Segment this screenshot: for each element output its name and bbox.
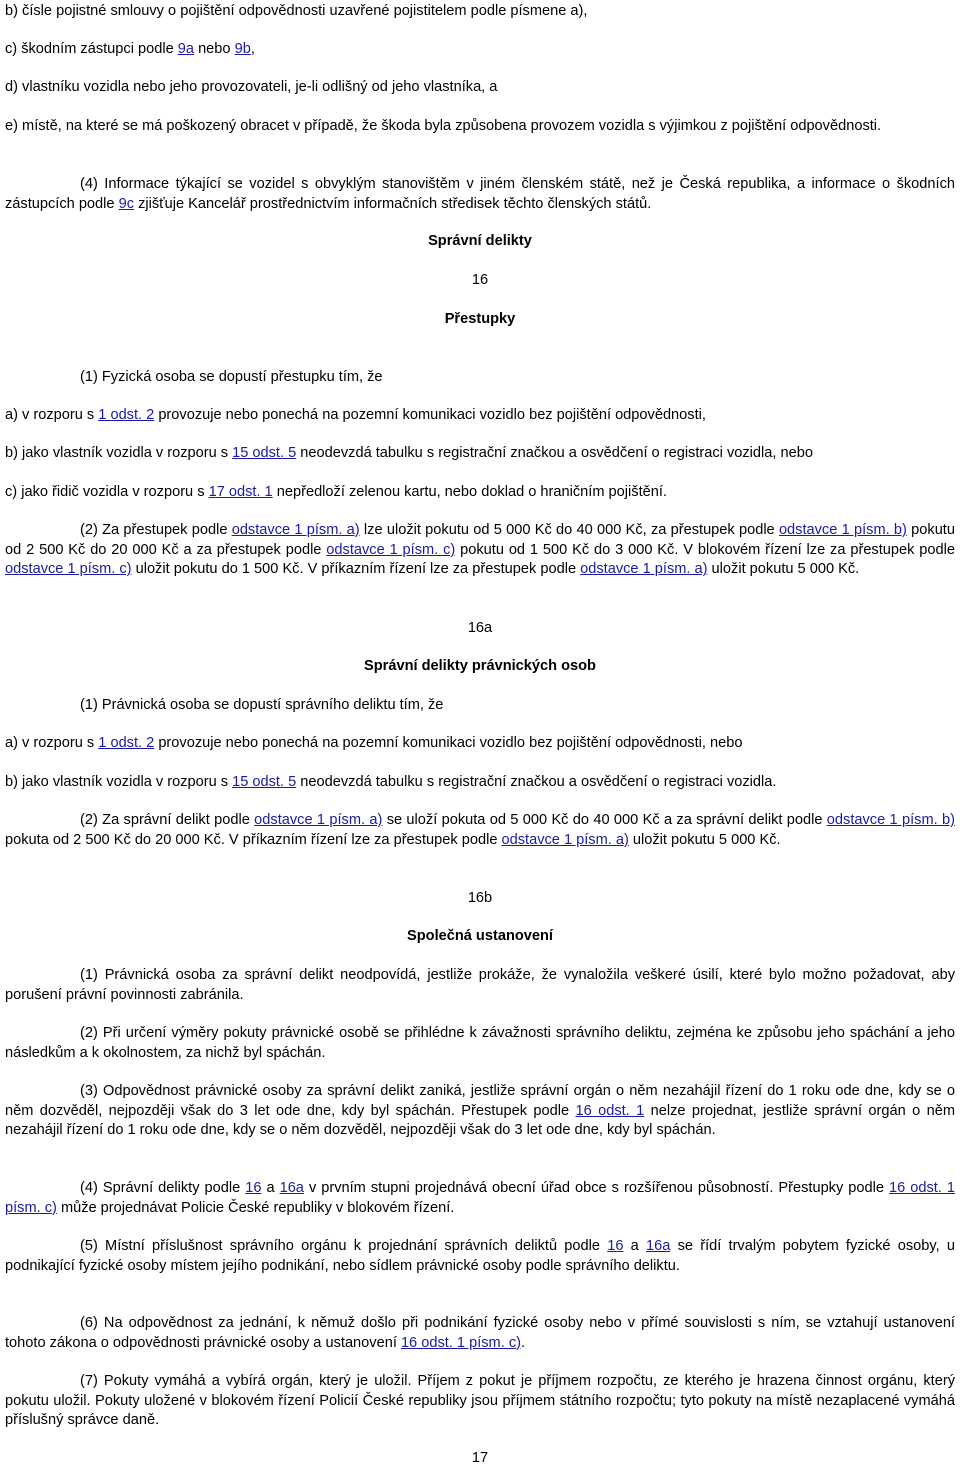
item-c: c) škodním zástupci podle 9a nebo 9b, bbox=[5, 41, 255, 57]
s16b-p7: (7) Pokuty vymáhá a vybírá orgán, který je uložil. Příjem z pokut je příjmem rozpočtu, ze kterého je hrazena činnost orgánu, který pokutu uložil. Pokuty uložené v blokovém řízení Policií České republiky jsou příjmem státního rozpočtu; tyto pokuty na místě nezaplacené vymáhá příslušný správce daně. bbox=[5, 1373, 955, 1429]
s16b-p5: (5) Místní příslušnost správního orgánu k projednání správních deliktů podle 16 a 16a se řídí trvalým pobytem fyzické osoby, u podnikající fyzické osoby místem jejího podnikání, nebo sídlem právnické osoby podle správního deliktu. bbox=[5, 1238, 955, 1274]
link-odst1-b[interactable]: odstavce 1 písm. b) bbox=[778, 522, 907, 538]
link-9b[interactable]: 9b bbox=[234, 41, 251, 57]
s16b-p2: (2) Při určení výměry pokuty právnické osobě se přihlédne k závažnosti správního deliktu, zejména ke způsobu jeho spáchání a jeho následkům a k okolnostem, za nichž byl spáchán. bbox=[5, 1025, 955, 1061]
heading-delikty-pravnickych-osob: Správní delikty právnických osob bbox=[364, 658, 596, 674]
s16a-item-a: a) v rozporu s 1 odst. 2 provozuje nebo ponechá na pozemní komunikaci vozidlo bez pojištění odpovědnosti, nebo bbox=[5, 735, 743, 751]
section-16a-number: 16a bbox=[467, 620, 493, 636]
s16-p2: (2) Za přestupek podle odstavce 1 písm. a) lze uložit pokutu od 5 000 Kč do 40 000 Kč, za přestupek podle odstavce 1 písm. b) pokutu od 2 500 Kč do 20 000 Kč a za přestupek podle odstavce 1 písm. c) pokutu od 1 500 Kč do 3 000 Kč. V blokovém řízení lze za přestupek podle odstavce 1 písm. c) uložit pokutu do 1 500 Kč. V příkazním řízení lze za přestupek podle odstavce 1 písm. a) uložit pokutu 5 000 Kč. bbox=[5, 522, 956, 578]
s16-item-a: a) v rozporu s 1 odst. 2 provozuje nebo ponechá na pozemní komunikaci vozidlo bez pojištění odpovědnosti, bbox=[5, 407, 706, 423]
s16-item-c: c) jako řidič vozidla v rozporu s 17 odst. 1 nepředloží zelenou kartu, nebo doklad o hraničním pojištění. bbox=[5, 484, 667, 500]
s16b-p6: (6) Na odpovědnost za jednání, k němuž došlo při podnikání fyzické osoby nebo v přímé souvislosti s ním, se vztahují ustanovení tohoto zákona o odpovědnosti právnické osoby a ustanovení 16 odst. 1 písm. c). bbox=[5, 1315, 955, 1351]
link-16a[interactable]: 16a bbox=[279, 1180, 304, 1196]
s16b-p4: (4) Správní delikty podle 16 a 16a v prvním stupni projednává obecní úřad obce s rozšířenou působností. Přestupky podle 16 odst. 1 písm. c) může projednávat Policie České republiky v blokovém řízení. bbox=[5, 1180, 955, 1216]
heading-spolecna-ustanoveni: Společná ustanovení bbox=[407, 928, 553, 944]
link-odst1-a[interactable]: odstavce 1 písm. a) bbox=[231, 522, 360, 538]
link-16-odst-1-c[interactable]: 16 odst. 1 písm. c) bbox=[5, 1180, 955, 1216]
s16b-p1: (1) Právnická osoba za správní delikt neodpovídá, jestliže prokáže, že vynaložila veškeré úsilí, které bylo možno požadovat, aby porušení právní povinnosti zabránila. bbox=[5, 967, 955, 1003]
link-9c[interactable]: 9c bbox=[118, 195, 135, 212]
item-e: e) místě, na které se má poškozený obracet v případě, že škoda byla způsobena provozem vozidla s výjimkou z pojištění odpovědnosti. bbox=[5, 118, 882, 134]
link-1-odst-2[interactable]: 1 odst. 2 bbox=[98, 735, 155, 751]
link-odst1-a-2[interactable]: odstavce 1 písm. a) bbox=[580, 561, 708, 578]
link-15-odst-5[interactable]: 15 odst. 5 bbox=[232, 445, 297, 461]
section-17-number: 17 bbox=[471, 1450, 489, 1466]
link-9a[interactable]: 9a bbox=[177, 41, 195, 57]
s16b-p3: (3) Odpovědnost právnické osoby za správní delikt zaniká, jestliže správní orgán o něm nezahájil řízení do 1 roku ode dne, kdy se o něm dozvěděl, nejpozději však do 3 let ode dne, kdy byl spáchán. Přestupek podle 16 odst. 1 nelze projednat, jestliže správní orgán o něm nezahájil řízení do 1 roku ode dne, kdy se o něm dozvěděl, nejpozději však do 3 let ode dne, kdy byl spáchán. bbox=[5, 1083, 955, 1139]
link-16-odst-1-c[interactable]: 16 odst. 1 písm. c) bbox=[400, 1334, 521, 1351]
link-odst1-c[interactable]: odstavce 1 písm. c) bbox=[326, 541, 456, 558]
link-odst1-a-2[interactable]: odstavce 1 písm. a) bbox=[501, 831, 629, 848]
link-17-odst-1[interactable]: 17 odst. 1 bbox=[208, 484, 273, 500]
link-16-odst-1[interactable]: 16 odst. 1 bbox=[575, 1102, 645, 1119]
s16a-p2: (2) Za správní delikt podle odstavce 1 písm. a) se uloží pokuta od 5 000 Kč do 40 000 Kč a za správní delikt podle odstavce 1 písm. b) pokuta od 2 500 Kč do 20 000 Kč. V příkazním řízení lze za přestupek podle odstavce 1 písm. a) uložit pokutu 5 000 Kč. bbox=[5, 812, 955, 848]
link-16[interactable]: 16 bbox=[607, 1238, 624, 1254]
s16a-item-b: b) jako vlastník vozidla v rozporu s 15 odst. 5 neodevzdá tabulku s registrační značkou a osvědčení o registraci vozidla. bbox=[5, 774, 777, 790]
link-1-odst-2[interactable]: 1 odst. 2 bbox=[98, 407, 155, 423]
section-16-number: 16 bbox=[471, 272, 489, 288]
link-16a[interactable]: 16a bbox=[646, 1238, 671, 1254]
link-odst1-c-2[interactable]: odstavce 1 písm. c) bbox=[5, 561, 132, 578]
link-16[interactable]: 16 bbox=[245, 1180, 262, 1196]
s16-item-b: b) jako vlastník vozidla v rozporu s 15 odst. 5 neodevzdá tabulku s registrační značkou a osvědčení o registraci vozidla, nebo bbox=[5, 445, 813, 461]
section-16b-number: 16b bbox=[467, 890, 493, 906]
link-odst1-b[interactable]: odstavce 1 písm. b) bbox=[826, 812, 955, 828]
paragraph-4: (4) Informace týkající se vozidel s obvyklým stanovištěm v jiném členském státě, než je Česká republika, a informace o škodních zástupcích podle 9c zjišťuje Kancelář prostřednictvím informačních středisek těchto členských států. bbox=[5, 176, 955, 212]
s16-p1: (1) Fyzická osoba se dopustí přestupku tím, že bbox=[80, 369, 383, 385]
link-odst1-a[interactable]: odstavce 1 písm. a) bbox=[254, 812, 383, 828]
heading-spravni-delikty: Správní delikty bbox=[428, 233, 532, 249]
item-b: b) čísle pojistné smlouvy o pojištění odpovědnosti uzavřené pojistitelem podle písmene a), bbox=[5, 3, 588, 19]
s16a-p1: (1) Právnická osoba se dopustí správního deliktu tím, že bbox=[80, 697, 444, 713]
item-d: d) vlastníku vozidla nebo jeho provozovateli, je-li odlišný od jeho vlastníka, a bbox=[5, 79, 498, 95]
heading-prestupky: Přestupky bbox=[444, 311, 516, 327]
link-15-odst-5[interactable]: 15 odst. 5 bbox=[232, 774, 297, 790]
